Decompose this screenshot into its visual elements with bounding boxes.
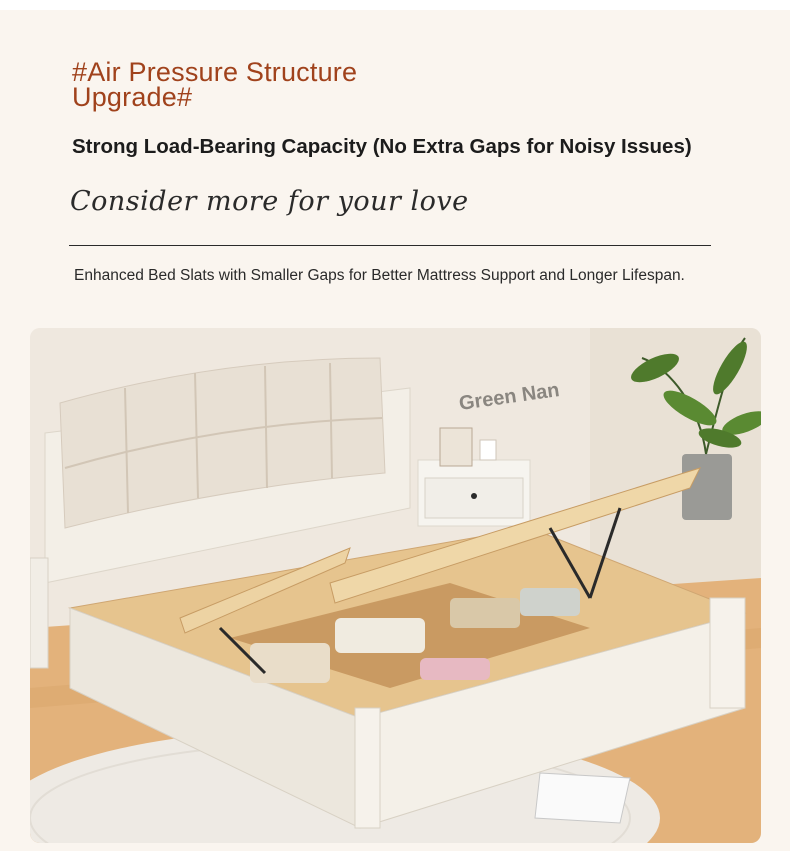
headline: #Air Pressure Structure Upgrade# [72,57,358,112]
script-tagline: Consider more for your love [70,186,469,217]
brand-label: Green Nan [457,379,561,415]
left-nightstand [30,558,48,668]
bed-illustration [30,328,761,843]
subheadline: Strong Load-Bearing Capacity (No Extra Gaps for Noisy Issues) [72,135,692,158]
magazine [535,773,630,823]
calendar-icon [440,428,472,466]
product-photo [30,328,761,843]
description: Enhanced Bed Slats with Smaller Gaps for Better Mattress Support and Longer Lifespan. [74,267,685,284]
top-strip [0,0,790,10]
folded-clothes [250,643,330,683]
divider [69,245,711,246]
